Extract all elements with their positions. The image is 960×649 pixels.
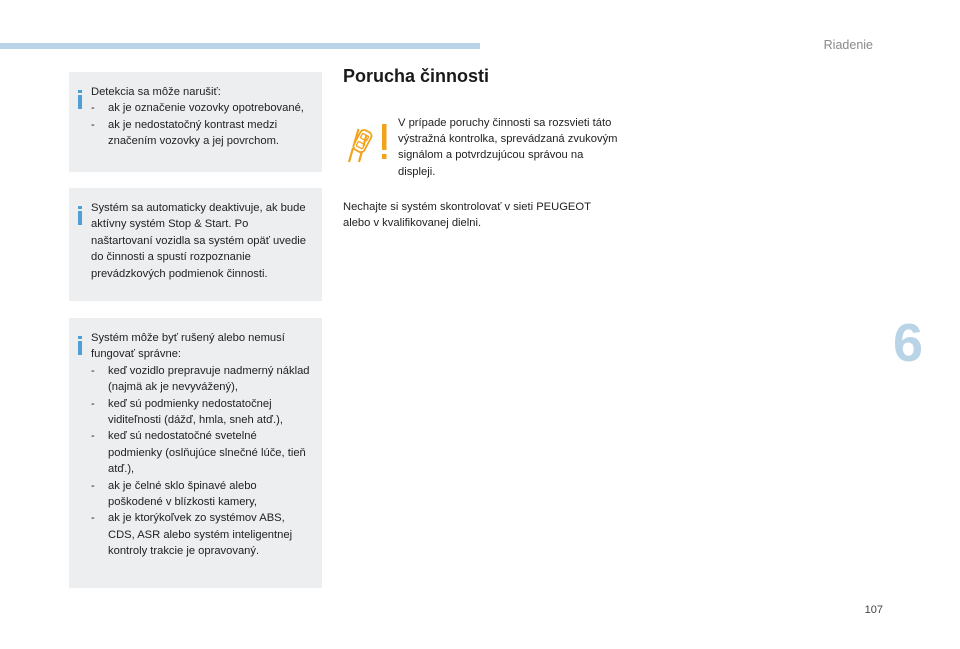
info-box-intro: Detekcia sa môže narušiť: [91, 86, 221, 98]
header-accent-bar [0, 43, 480, 49]
info-icon [78, 90, 86, 110]
list-item: - ak je označenie vozovky opotrebované, [91, 100, 310, 116]
info-box-detection [69, 72, 322, 172]
list-item: - keď vozidlo prepravuje nadmerný náklad (najmä ak je nevyvážený), [91, 363, 310, 396]
list-item: - ak je nedostatočný kontrast medzi značením vozovky a jej povrchom. [91, 117, 310, 150]
info-box-text: Systém sa automaticky deaktivuje, ak bude aktívny systém Stop & Start. Po naštartovaní vozidla sa systém opäť uvedie do činnosti a spustí rozpoznanie prevádzkových podmienok činnosti. [91, 202, 307, 280]
info-icon [78, 336, 86, 356]
interference-list [91, 363, 310, 560]
detection-list [91, 100, 310, 149]
chapter-number: 6 [893, 313, 924, 373]
list-item: - keď sú podmienky nedostatočnej viditeľnosti (dážď, hmla, sneh atď.), [91, 396, 310, 429]
info-icon [78, 206, 86, 226]
info-box-interference [69, 318, 322, 588]
list-item: - ak je čelné sklo špinavé alebo poškodené v blízkosti kamery, [91, 478, 310, 511]
lane-departure-warning-icon [343, 118, 393, 164]
list-item: - keď sú nedostatočné svetelné podmienky (oslňujúce slnečné lúče, tieň atď.), [91, 428, 310, 477]
service-advice: Nechajte si systém skontrolovať v sieti PEUGEOT alebo v kvalifikovanej dielni. [343, 201, 591, 230]
info-box-intro: Systém môže byť rušený alebo nemusí fungovať správne: [91, 332, 285, 361]
page-number: 107 [864, 604, 883, 616]
section-heading: Porucha činnosti [343, 66, 490, 86]
info-box-stop-start [69, 188, 322, 301]
list-item: - ak je ktorýkoľvek zo systémov ABS, CDS, ASR alebo systém inteligentnej kontroly trakcie je opravovaný. [91, 510, 310, 559]
section-title: Riadenie [823, 38, 873, 52]
warning-description: V prípade poruchy činnosti sa rozsvieti táto výstražná kontrolka, sprevádzaná zvukovým signálom a potvrdzujúcou správou na displeji. [398, 117, 618, 178]
